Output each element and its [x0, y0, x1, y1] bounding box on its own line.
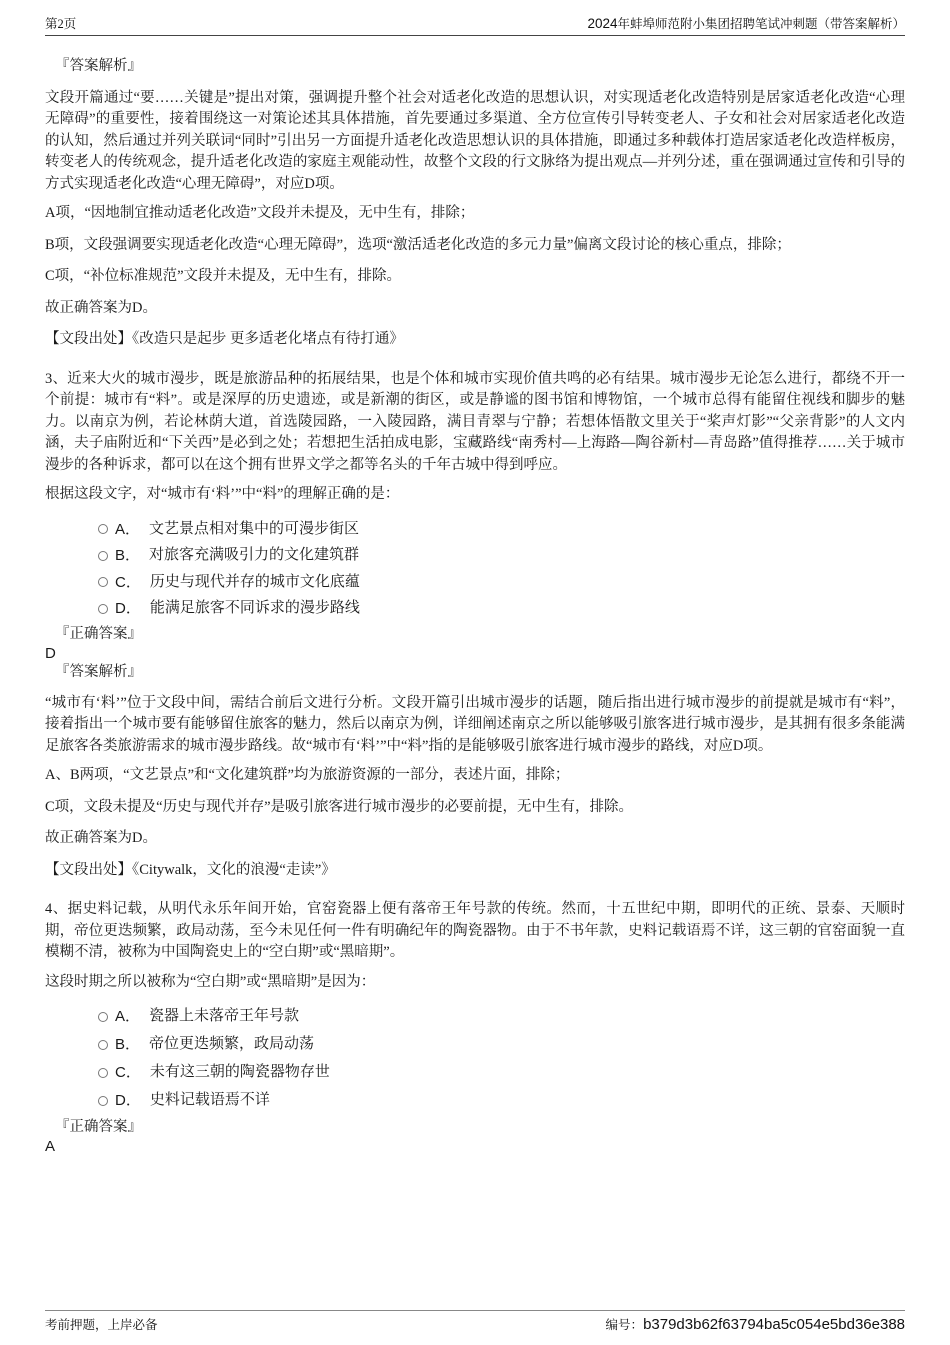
- page-number: 第2页: [45, 17, 77, 31]
- q3-stem: 3、近来大火的城市漫步，既是旅游品种的拓展结果，也是个体和城市实现价值共鸣的必有结果。城市漫步无论怎么进行，都绕不开一个前提：城市有“料”。或是深厚的历史遗迹，或是新潮的街区，或是静谧的图书馆和博物馆，一个城市总得有能留住视线和脚步的魅力。以南京为例，若论林荫大道，首选陵园路，一入陵园路，满目青翠与宁静；若想体悟散文里关于“桨声灯影”“父亲背影”的人文内涵，夫子庙附近和“下关西”是必到之处；若想把生活拍成电影，宝藏路线“南秀村—上海路—陶谷新村—青岛路”值得推荐……关于城市漫步的各种诉求，都可以在这个拥有世界文学之都等名头的千年古城中得到呼应。: [45, 370, 905, 473]
- option-text: 对旅客充满吸引力的文化建筑群: [149, 547, 360, 563]
- q2-conclusion: 故正确答案为D。: [45, 299, 157, 316]
- q3-correct-answer: D: [45, 644, 56, 662]
- q3-correct-answer-label: 『正确答案』: [55, 625, 142, 642]
- q3-source: 【文段出处】《Citywalk，文化的浪漫“走读”》: [45, 861, 336, 878]
- option-letter: A．: [115, 520, 141, 538]
- q3-option-c[interactable]: [98, 572, 905, 594]
- option-letter: C．: [115, 573, 141, 591]
- option-text: 瓷器上未落帝王年号款: [149, 1008, 300, 1024]
- q3-question: 根据这段文字，对“城市有‘料’”中“料”的理解正确的是：: [45, 486, 400, 502]
- page-header: [45, 14, 905, 36]
- page-footer: [45, 1310, 905, 1333]
- q3-note-ab: A、B两项，“文艺景点”和“文化建筑群”均为旅游资源的一部分，表述片面，排除；: [45, 767, 570, 783]
- q2-note-b: B项，文段强调要实现适老化改造“心理无障碍”，选项“激活适老化改造的多元力量”偏离文段讨论的核心重点，排除；: [45, 236, 791, 253]
- option-text: 能满足旅客不同诉求的漫步路线: [149, 600, 360, 616]
- q3-option-b[interactable]: [98, 545, 905, 567]
- q3-options: [45, 519, 905, 620]
- q2-note-a: A项，“因地制宜推动适老化改造”文段并未提及，无中生有，排除；: [45, 205, 475, 221]
- footer-serial: [606, 1315, 905, 1333]
- radio-button-icon[interactable]: [98, 1012, 108, 1022]
- q2-analysis-text: 文段开篇通过“要……关键是”提出对策，强调提升整个社会对适老化改造的思想认识，对实现适老化改造特别是居家适老化改造“心理无障碍”的重要性，接着围绕这一对策论述其具体措施，首先要通过多渠道、全方位宣传引导转变老人、子女和社会对居家适老化改造的认知，然后通过并列关联词“同时”引出另一方面提升适老化改造思想认识的具体措施，即通过多种载体打造居家适老化改造样板房，转变老人的传统观念，提升适老化改造的家庭主观能动性，故整个文段的行文脉络为提出观点—并列分述，重在强调通过宣传和引导的方式实现适老化改造“心理无障碍”，对应D项。: [45, 89, 905, 192]
- radio-button-icon[interactable]: [98, 577, 108, 587]
- option-text: 文艺景点相对集中的可漫步街区: [149, 520, 360, 537]
- q4-stem: 4、据史料记载，从明代永乐年间开始，官窑瓷器上便有落帝王年号款的传统。然而，十五世纪中期，即明代的正统、景泰、天顺时期，帝位更迭频繁，政局动荡，至今未见任何一件有明确纪年的陶瓷器物。由于不书年款，史料记载语焉不详，这三朝的官窑面貌一直模糊不清，被称为中国陶瓷史上的“空白期”或“黑暗期”。: [45, 901, 905, 960]
- option-letter: B．: [115, 547, 141, 564]
- radio-button-icon[interactable]: [98, 604, 108, 614]
- q2-note-c: C项，“补位标准规范”文段并未提及，无中生有，排除。: [45, 268, 402, 284]
- q3-conclusion: 故正确答案为D。: [45, 830, 157, 846]
- q3-analysis-text: “城市有‘料’”位于文段中间，需结合前后文进行分析。文段开篇引出城市漫步的话题，随后指出进行城市漫步的前提就是城市有“料”，接着指出一个城市要有能够留住旅客的魅力，然后以南京为例，详细阐述南京之所以能够吸引旅客进行城市漫步，是其拥有很多条能满足旅客各类旅游需求的城市漫步路线。故“城市有‘料’”中“料”指的是能够吸引旅客进行城市漫步的路线，对应D项。: [45, 694, 905, 754]
- option-letter: D．: [115, 600, 141, 617]
- q2-source: 【文段出处】《改造只是起步 更多适老化堵点有待打通》: [45, 331, 404, 347]
- q4-correct-answer: A: [45, 1138, 56, 1155]
- option-text: 帝位更迭频繁，政局动荡: [149, 1036, 315, 1052]
- footer-serial-value: b379d3b62f63794ba5c054e5bd36e388: [643, 1316, 905, 1333]
- option-letter: C．: [115, 1064, 141, 1081]
- option-letter: B．: [115, 1036, 141, 1053]
- q4-options: [45, 1006, 905, 1112]
- q4-option-d[interactable]: [98, 1090, 905, 1112]
- page-content: [0, 36, 950, 1156]
- q4-option-c[interactable]: [98, 1062, 905, 1084]
- q3-analysis-label: 『答案解析』: [55, 663, 142, 680]
- radio-button-icon[interactable]: [98, 524, 108, 534]
- q3-note-c: C项，文段未提及“历史与现代并存”是吸引旅客进行城市漫步的必要前提，无中生有，排除。: [45, 798, 634, 815]
- q4-option-a[interactable]: [98, 1006, 905, 1028]
- document-title-year: 2024: [587, 16, 618, 31]
- footer-slogan: 考前押题，上岸必备: [45, 1318, 158, 1332]
- q2-analysis-label: 『答案解析』: [55, 58, 142, 74]
- document-title: [587, 14, 905, 32]
- q3-option-d[interactable]: [98, 598, 905, 620]
- q4-option-b[interactable]: [98, 1034, 905, 1056]
- option-letter: A．: [115, 1008, 141, 1025]
- option-text: 历史与现代并存的城市文化底蕴: [149, 573, 360, 590]
- q3-option-a[interactable]: [98, 519, 905, 541]
- q4-correct-answer-label: 『正确答案』: [55, 1119, 142, 1135]
- radio-button-icon[interactable]: [98, 551, 108, 561]
- q4-question: 这段时期之所以被称为“空白期”或“黑暗期”是因为：: [45, 973, 376, 990]
- document-title-text: 年蚌埠师范附小集团招聘笔试冲刺题（带答案解析）: [617, 17, 905, 31]
- option-text: 未有这三朝的陶瓷器物存世: [149, 1064, 330, 1080]
- radio-button-icon[interactable]: [98, 1096, 108, 1106]
- option-text: 史料记载语焉不详: [149, 1092, 270, 1108]
- radio-button-icon[interactable]: [98, 1068, 108, 1078]
- footer-serial-label: 编号：: [605, 1318, 644, 1332]
- option-letter: D．: [115, 1092, 141, 1109]
- radio-button-icon[interactable]: [98, 1040, 108, 1050]
